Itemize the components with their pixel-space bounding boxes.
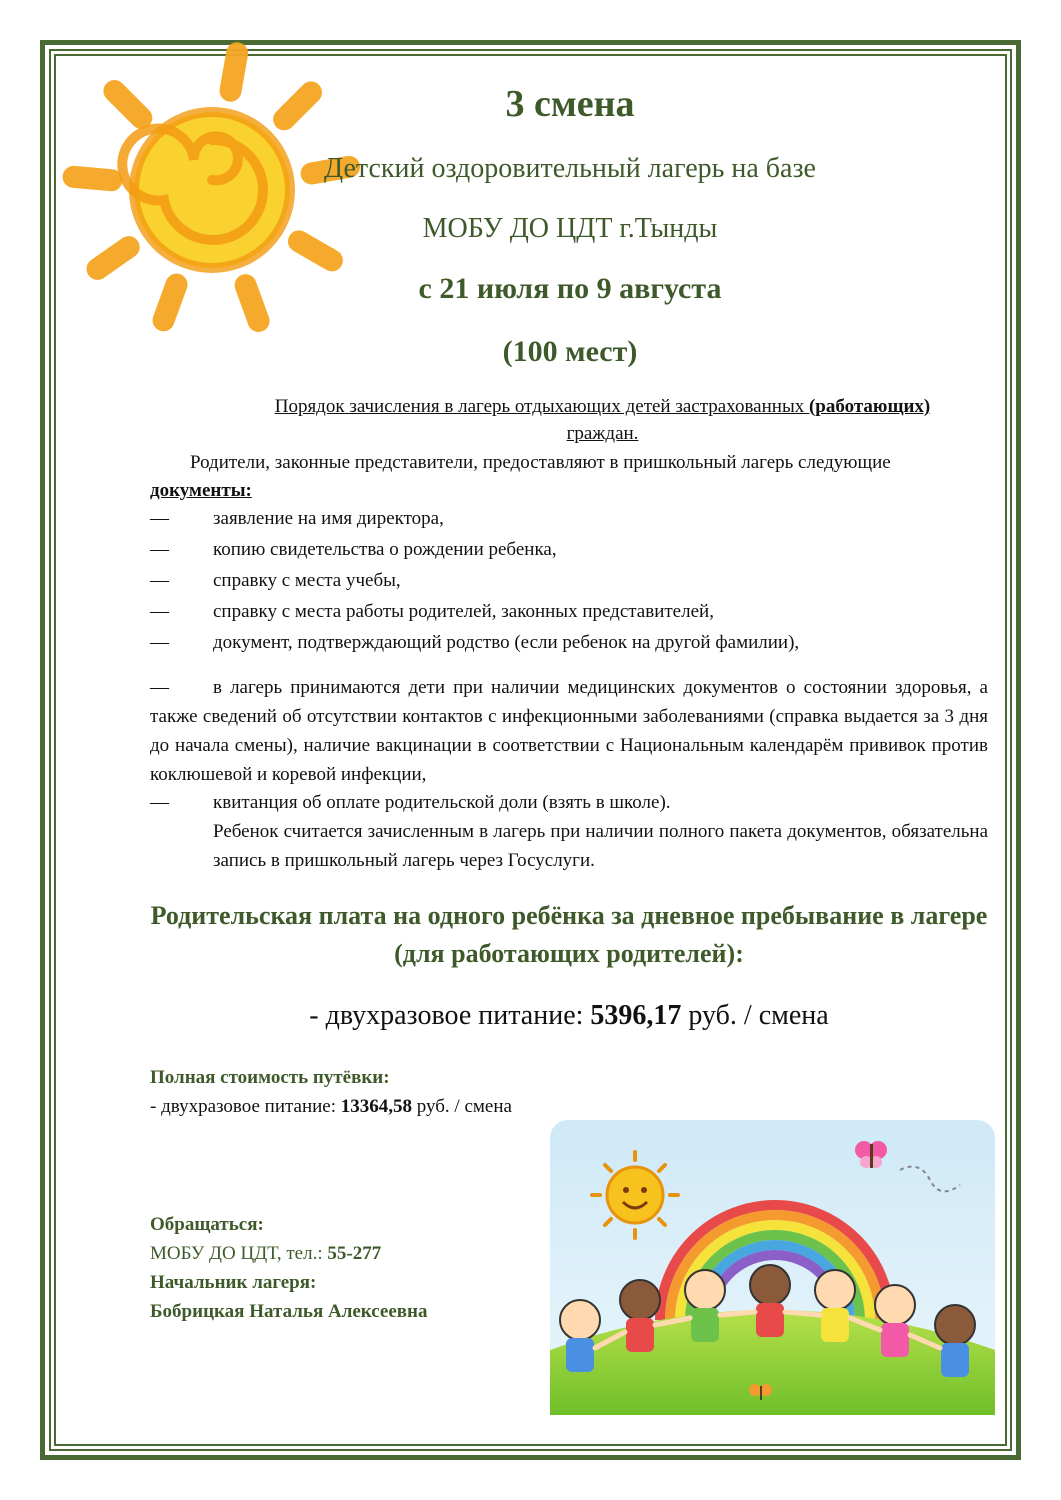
full-cost-line (150, 1096, 512, 1118)
fee-suffix: руб. / смена (681, 1000, 829, 1031)
shift-dates: с 21 июля по 9 августа (418, 272, 722, 305)
medical-text: в лагерь принимаются дети при наличии медицинских документов о состоянии здоровья, а также сведений об отсутствии контактов с инфекционными заболеваниями (справка выдается за 3 дня до начала смены), наличие вакцинации в соответствии с Национальным календарём прививок против коклюшевой и коревой инфекции, (150, 677, 988, 785)
documents-list (150, 505, 988, 660)
document-item: копию свидетельства о рождении ребенка, (213, 539, 557, 560)
dash-bullet: — (150, 539, 169, 560)
order-text-part2: граждан. (566, 423, 639, 444)
fee-prefix: - двухразовое питание: (309, 1000, 591, 1031)
receipt-text: квитанция об оплате родительской доли (взять в школе). (213, 792, 671, 813)
list-item (150, 505, 988, 536)
full-cost-heading: Полная стоимость путёвки: (150, 1067, 390, 1088)
receipt-block (150, 788, 988, 875)
document-item: заявление на имя директора, (213, 508, 444, 529)
dash-bullet: — (150, 632, 169, 653)
intro-text: Родители, законные представители, предоставляют в пришкольный лагерь следующие (190, 452, 891, 473)
full-cost-prefix: - двухразовое питание: (150, 1096, 341, 1117)
list-item (150, 536, 988, 567)
camp-subtitle-line2: МОБУ ДО ЦДТ г.Тынды (422, 213, 718, 244)
dash-bullet: — (150, 508, 169, 529)
dash-bullet: — (150, 677, 169, 698)
document-item: справку с места работы родителей, законных представителей, (213, 601, 714, 622)
contact-block (150, 1210, 428, 1326)
medical-requirements (150, 673, 988, 789)
enrollment-order-heading (150, 393, 1055, 447)
document-item: справку с места учебы, (213, 570, 401, 591)
contact-heading: Обращаться: (150, 1214, 264, 1235)
full-cost-suffix: руб. / смена (412, 1096, 512, 1117)
contact-org-line (150, 1239, 428, 1268)
intro-paragraph (150, 449, 988, 505)
list-item (150, 598, 988, 629)
documents-label: документы: (150, 480, 252, 501)
kids-rainbow-illustration (540, 1120, 1000, 1420)
places-count: (100 мест) (502, 335, 638, 368)
camp-head-label: Начальник лагеря: (150, 1272, 317, 1293)
document-item: документ, подтверждающий родство (если ребенок на другой фамилии), (213, 632, 800, 653)
contact-phone: 55-277 (327, 1243, 382, 1264)
order-text-bold: (работающих) (808, 396, 931, 417)
fee-amount: 5396,17 (590, 1000, 682, 1031)
list-item (150, 567, 988, 598)
enrollment-note: Ребенок считается зачисленным в лагерь при наличии полного пакета документов, обязательна запись в пришкольный лагерь через Госуслуги. (213, 821, 988, 871)
page-title: 3 смена (505, 83, 635, 125)
camp-head-name: Бобрицкая Наталья Алексеевна (150, 1301, 428, 1322)
dash-bullet: — (150, 570, 169, 591)
contact-org: МОБУ ДО ЦДТ, тел.: (150, 1243, 328, 1264)
parent-fee-heading: Родительская плата на одного ребёнка за дневное пребывание в лагере (для работающих родителей): (150, 901, 988, 968)
dash-bullet: — (150, 601, 169, 622)
list-item (150, 629, 988, 660)
order-text-part1: Порядок зачисления в лагерь отдыхающих детей застрахованных (274, 396, 809, 417)
dash-bullet: — (150, 792, 169, 813)
parent-fee-line (150, 1000, 988, 1032)
full-cost-amount: 13364,58 (340, 1096, 413, 1117)
camp-subtitle-line1: Детский оздоровительный лагерь на базе (324, 153, 816, 184)
